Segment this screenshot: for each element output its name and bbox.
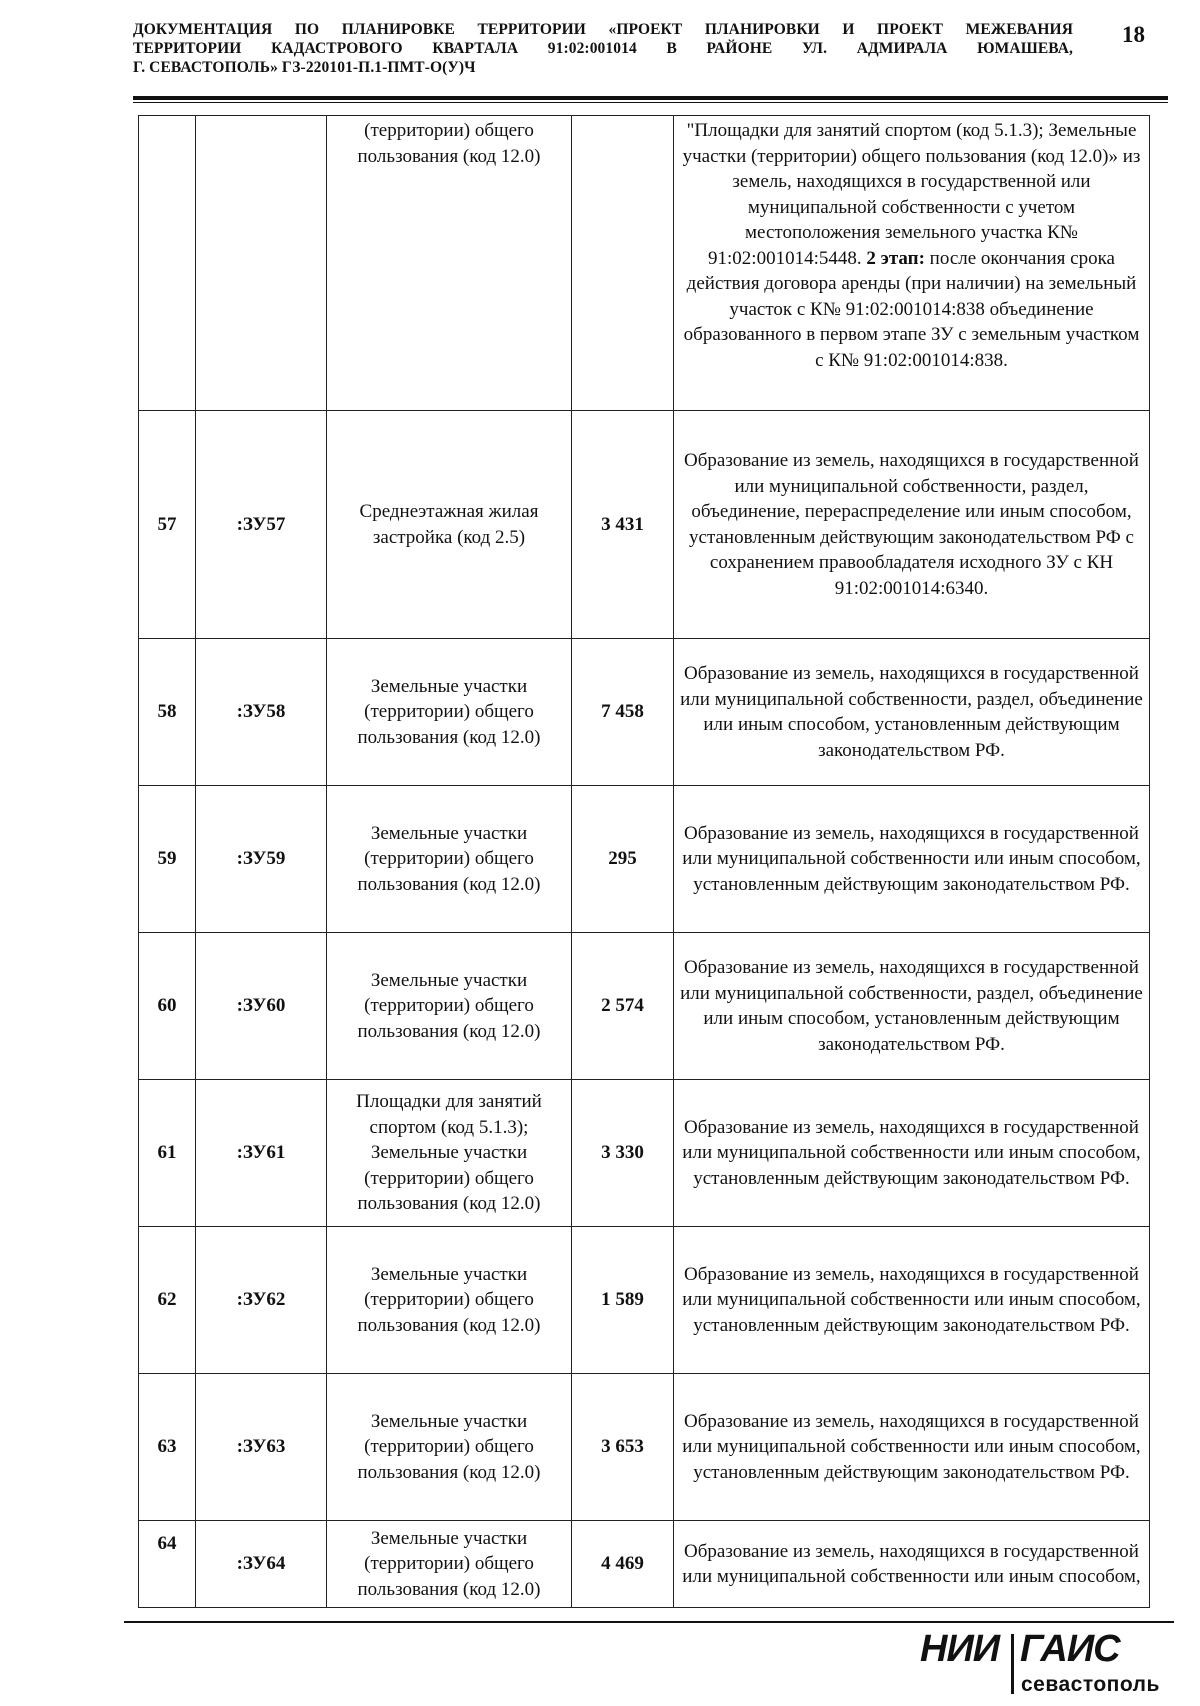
logo-nii: НИИ (920, 1628, 1000, 1670)
logo-city: севастополь (1021, 1673, 1160, 1696)
header-line-2: ТЕРРИТОРИИ КАДАСТРОВОГО КВАРТАЛА 91:02:001014 В РАЙОНЕ УЛ. АДМИРАЛА ЮМАШЕВА, (133, 40, 1073, 57)
cell-use: (территории) общего пользования (код 12.0) (327, 116, 572, 411)
cell-zu: :ЗУ64 (196, 1521, 327, 1608)
cell-num: 60 (139, 933, 196, 1080)
cell-area: 3 330 (572, 1080, 674, 1227)
cell-area (572, 116, 674, 411)
cell-method (674, 116, 1150, 411)
cell-zu: :ЗУ60 (196, 933, 327, 1080)
footer-divider (124, 1621, 1174, 1623)
cell-method: Образование из земель, находящихся в государственной или муниципальной собственности, раздел, объединение, перераспределение или иным способом, установленным действующим законодательством РФ с сохранением правообладателя исходного ЗУ с КН 91:02:001014:6340. (674, 411, 1150, 639)
table-row (139, 933, 1150, 1080)
cell-use: Земельные участки (территории) общего пользования (код 12.0) (327, 1227, 572, 1374)
header-line-3: Г. СЕВАСТОПОЛЬ» ГЗ-220101-П.1-ПМТ-О(У)Ч (133, 59, 476, 76)
cell-area: 1 589 (572, 1227, 674, 1374)
header-divider-thin (133, 102, 1168, 103)
cell-use: Земельные участки (территории) общего пользования (код 12.0) (327, 786, 572, 933)
table-row (139, 786, 1150, 933)
cell-zu: :ЗУ58 (196, 639, 327, 786)
cell-method: Образование из земель, находящихся в государственной или муниципальной собственности или иным способом, установленным действующим законодательством РФ. (674, 1227, 1150, 1374)
table-row (139, 1374, 1150, 1521)
header-divider-thick (133, 96, 1168, 100)
table-row (139, 639, 1150, 786)
logo-gais: ГАИС (1020, 1628, 1120, 1670)
table-row (139, 1521, 1150, 1608)
cell-num: 64 (139, 1521, 196, 1608)
cell-zu: :ЗУ57 (196, 411, 327, 639)
cell-zu: :ЗУ61 (196, 1080, 327, 1227)
method-stage-label: 2 этап: (866, 247, 925, 269)
cell-zu (196, 116, 327, 411)
cell-area: 3 653 (572, 1374, 674, 1521)
method-text-2: после окончания срока действия договора аренды (при наличии) на земельный участок с К№ 91:02:001014:838 объединение образованного в первом этапе ЗУ с земельным участком с К№ 91:02:001014:838. (683, 247, 1140, 371)
cell-method: Образование из земель, находящихся в государственной или муниципальной собственности, раздел, объединение или иным способом, установленным действующим законодательством РФ. (674, 933, 1150, 1080)
table-row-continuation (139, 116, 1150, 411)
table-row (139, 1080, 1150, 1227)
page-number: 18 (1122, 22, 1145, 47)
cell-zu: :ЗУ62 (196, 1227, 327, 1374)
cell-method: Образование из земель, находящихся в государственной или муниципальной собственности, раздел, объединение или иным способом, установленным действующим законодательством РФ. (674, 639, 1150, 786)
cell-num: 62 (139, 1227, 196, 1374)
cell-area: 2 574 (572, 933, 674, 1080)
cell-num (139, 116, 196, 411)
logo-divider (1011, 1634, 1014, 1694)
cell-num: 63 (139, 1374, 196, 1521)
cell-area: 3 431 (572, 411, 674, 639)
cell-zu: :ЗУ63 (196, 1374, 327, 1521)
cell-num: 58 (139, 639, 196, 786)
table-row (139, 411, 1150, 639)
cell-num: 59 (139, 786, 196, 933)
cell-use: Площадки для занятий спортом (код 5.1.3); Земельные участки (территории) общего пользования (код 12.0) (327, 1080, 572, 1227)
cell-num: 61 (139, 1080, 196, 1227)
land-plots-table (138, 115, 1150, 1608)
header-line-1: ДОКУМЕНТАЦИЯ ПО ПЛАНИРОВКЕ ТЕРРИТОРИИ «ПРОЕКТ ПЛАНИРОВКИ И ПРОЕКТ МЕЖЕВАНИЯ (133, 21, 1073, 38)
cell-method: Образование из земель, находящихся в государственной или муниципальной собственности или иным способом, (674, 1521, 1150, 1608)
cell-num: 57 (139, 411, 196, 639)
document-header (133, 20, 1073, 77)
cell-use: Земельные участки (территории) общего пользования (код 12.0) (327, 1374, 572, 1521)
cell-zu: :ЗУ59 (196, 786, 327, 933)
nii-gais-logo (920, 1628, 1170, 1698)
table-row (139, 1227, 1150, 1374)
cell-method: Образование из земель, находящихся в государственной или муниципальной собственности или иным способом, установленным действующим законодательством РФ. (674, 1374, 1150, 1521)
cell-area: 7 458 (572, 639, 674, 786)
cell-use: Земельные участки (территории) общего пользования (код 12.0) (327, 1521, 572, 1608)
cell-method: Образование из земель, находящихся в государственной или муниципальной собственности или иным способом, установленным действующим законодательством РФ. (674, 1080, 1150, 1227)
cell-use: Среднеэтажная жилая застройка (код 2.5) (327, 411, 572, 639)
cell-method: Образование из земель, находящихся в государственной или муниципальной собственности или иным способом, установленным действующим законодательством РФ. (674, 786, 1150, 933)
method-text-1: "Площадки для занятий спортом (код 5.1.3); Земельные участки (территории) общего пользования (код 12.0)» из земель, находящихся в государственной или муниципальной собственности с учетом местоположения земельного участка К№ 91:02:001014:5448. (682, 120, 1141, 269)
cell-use: Земельные участки (территории) общего пользования (код 12.0) (327, 639, 572, 786)
cell-area: 4 469 (572, 1521, 674, 1608)
cell-use: Земельные участки (территории) общего пользования (код 12.0) (327, 933, 572, 1080)
cell-area: 295 (572, 786, 674, 933)
